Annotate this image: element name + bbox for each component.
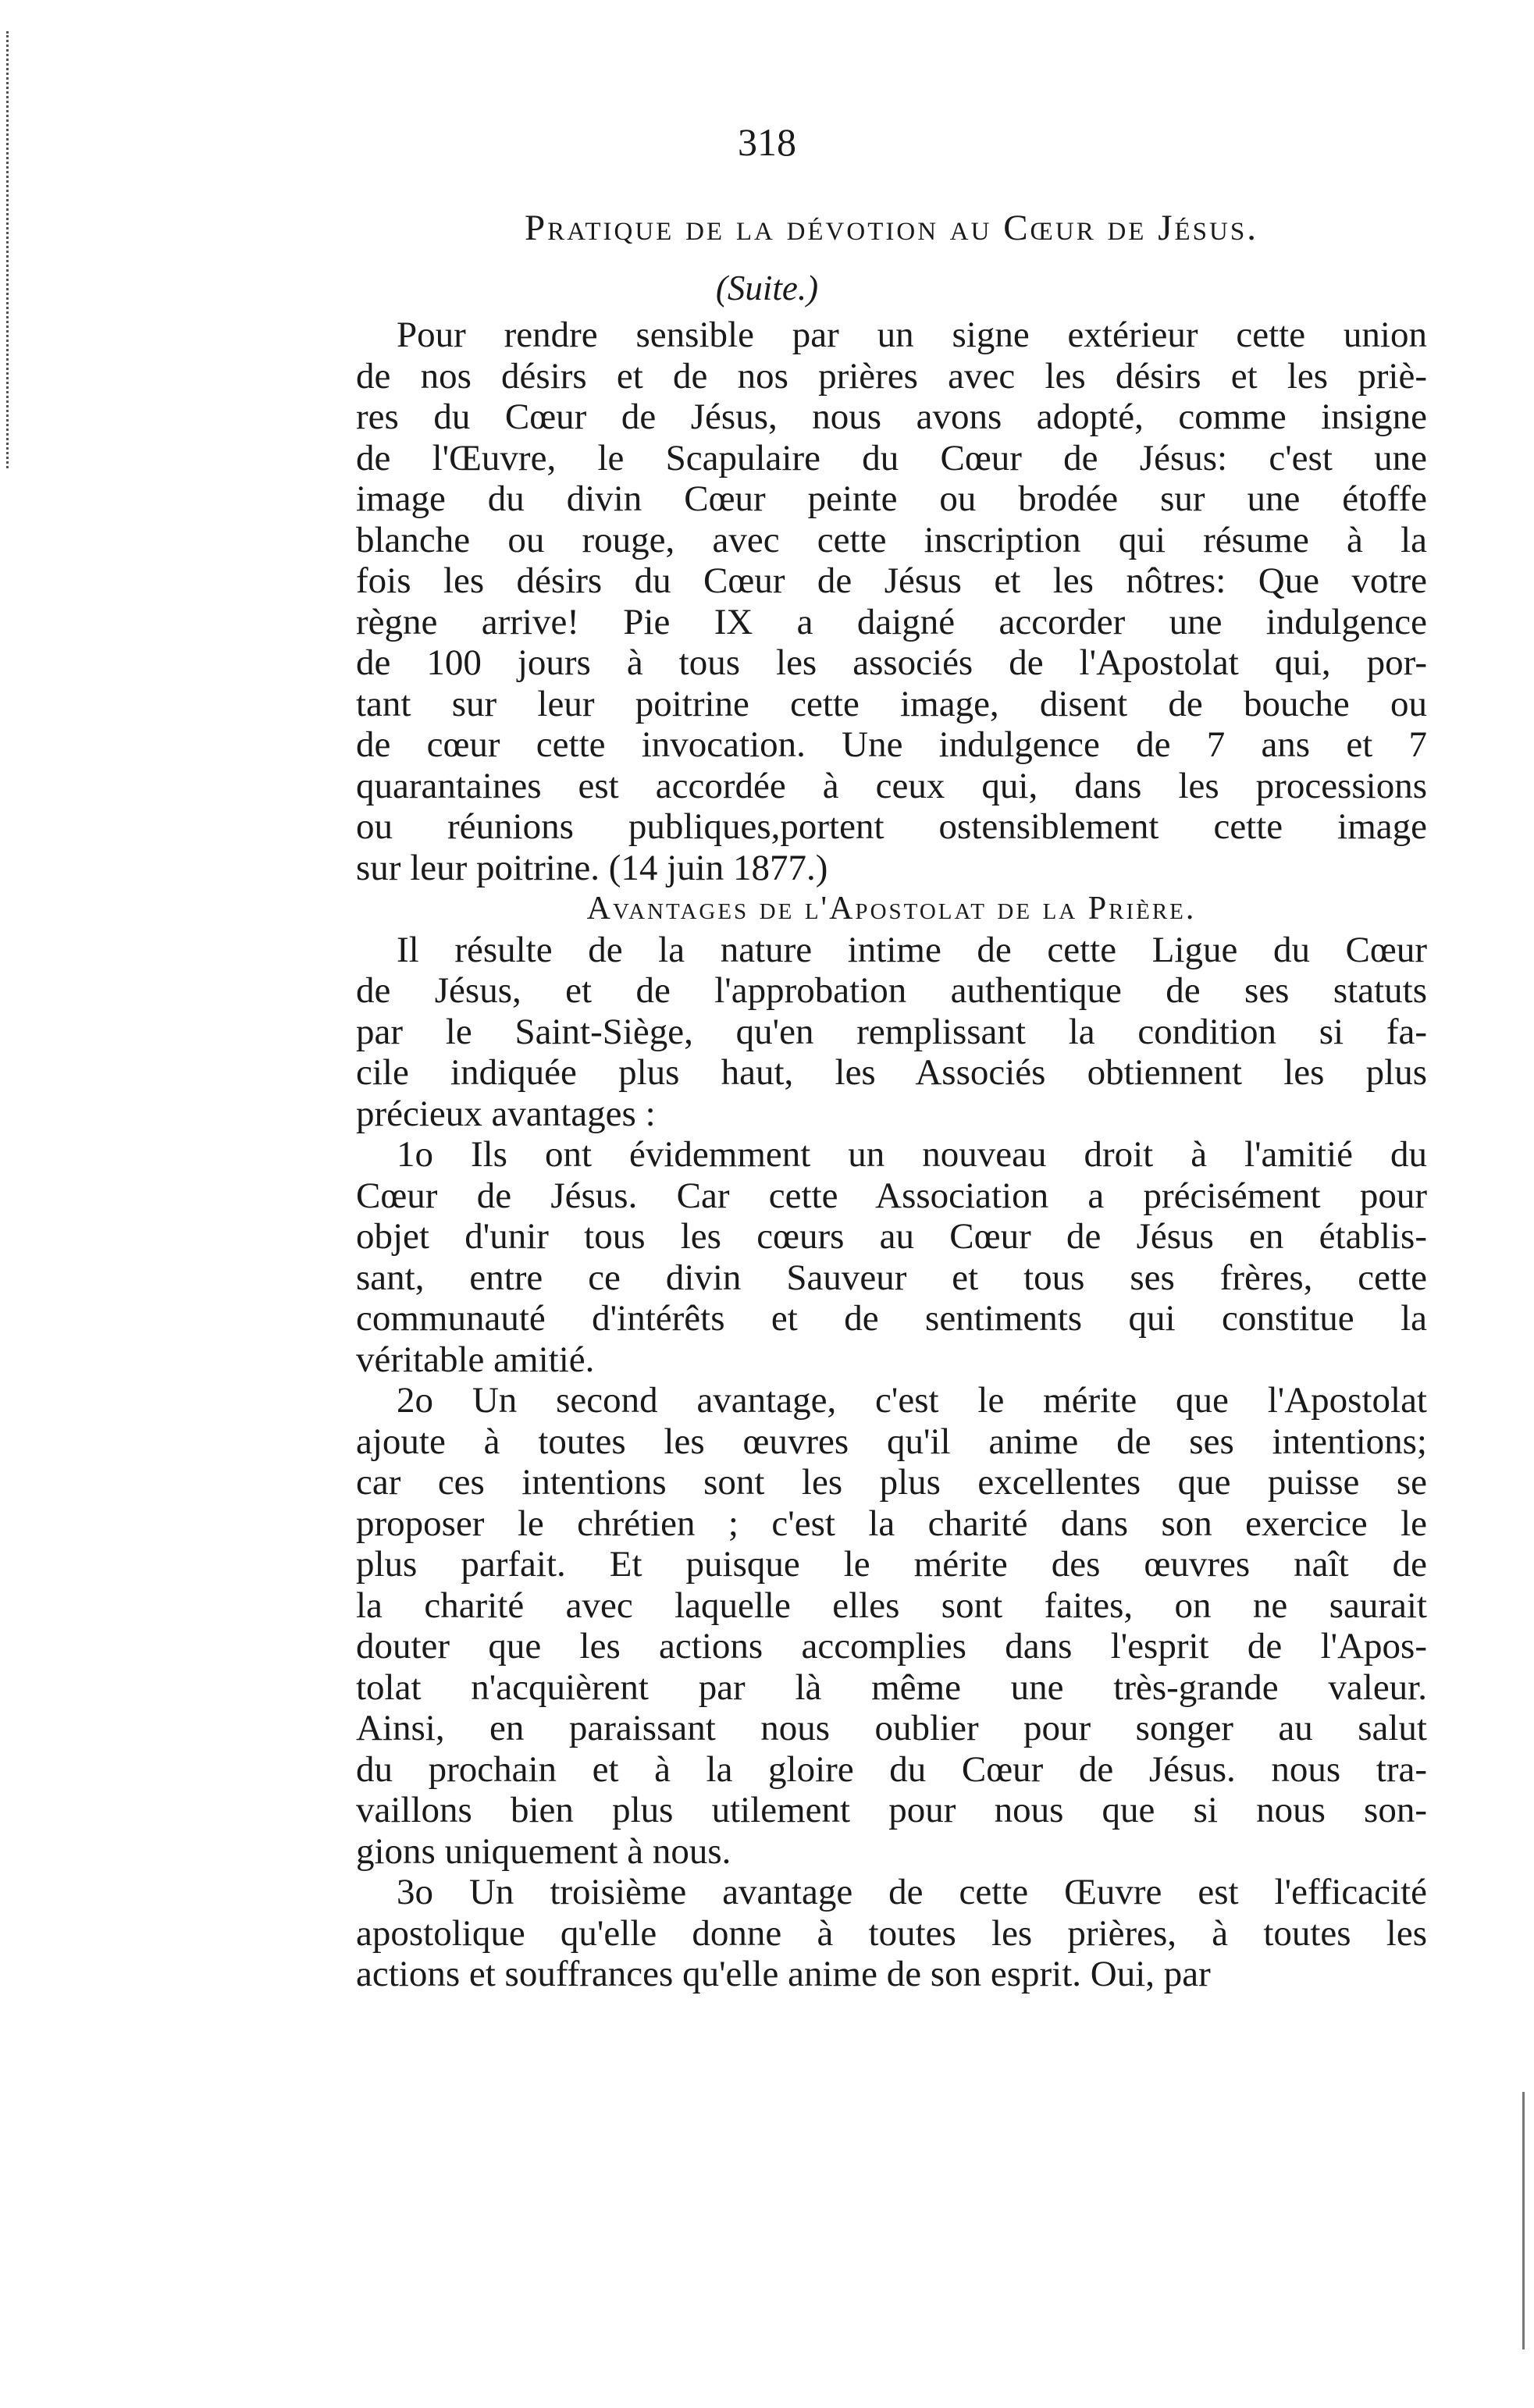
- text-line: de l'Œuvre, le Scapulaire du Cœur de Jésus: c'est une: [356, 437, 1427, 478]
- text-line: fois les désirs du Cœur de Jésus et les nôtres: Que votre: [356, 560, 1427, 601]
- text-line: Pour rendre sensible par un signe extérieur cette union: [397, 315, 1427, 355]
- text-line: cile indiquée plus haut, les Associés obtiennent les plus: [356, 1052, 1427, 1093]
- text-line: sant, entre ce divin Sauveur et tous ses frères, cette: [356, 1257, 1427, 1298]
- text-line: Ainsi, en paraissant nous oublier pour songer au salut: [356, 1708, 1427, 1748]
- scan-edge-mark: [6, 31, 11, 468]
- text-line: 1o Ils ont évidemment un nouveau droit à l'amitié du: [397, 1134, 1427, 1175]
- text-line: car ces intentions sont les plus excellentes que puisse se: [356, 1462, 1427, 1503]
- page-title: Pratique de la dévotion au Cœur de Jésus.: [525, 208, 1258, 248]
- text-line: apostolique qu'elle donne à toutes les prières, à toutes les: [356, 1912, 1427, 1954]
- paragraph: [356, 930, 1427, 1135]
- paragraph: [356, 1380, 1427, 1872]
- text-line: 2o Un second avantage, c'est le mérite que l'Apostolat: [397, 1380, 1427, 1421]
- paragraph: [356, 1134, 1427, 1380]
- text-line: tant sur leur poitrine cette image, disent de bouche ou: [356, 683, 1427, 724]
- text-line: Il résulte de la nature intime de cette Ligue du Cœur: [397, 929, 1427, 970]
- scan-edge-mark: [1522, 2092, 1525, 2349]
- text-line: précieux avantages :: [356, 1093, 656, 1134]
- text-line: par le Saint-Siège, qu'en remplissant la condition si fa-: [356, 1011, 1427, 1052]
- page-subtitle: (Suite.): [715, 269, 819, 308]
- text-line: tolat n'acquièrent par là même une très-grande valeur.: [356, 1666, 1427, 1708]
- text-line: proposer le chrétien ; c'est la charité dans son exercice le: [356, 1503, 1427, 1544]
- text-line: la charité avec laquelle elles sont faites, on ne saurait: [356, 1585, 1427, 1626]
- text-line: véritable amitié.: [356, 1339, 595, 1380]
- text-line: vaillons bien plus utilement pour nous que si nous son-: [356, 1790, 1427, 1830]
- text-line: ou réunions publiques,portent ostensiblement cette image: [356, 806, 1427, 847]
- paragraph: [356, 1872, 1427, 1995]
- text-line: sur leur poitrine. (14 juin 1877.): [356, 847, 828, 888]
- paragraph: [356, 315, 1427, 888]
- text-line: actions et souffrances qu'elle anime de son esprit. Oui, par: [356, 1954, 1211, 1994]
- text-line: quarantaines est accordée à ceux qui, dans les processions: [356, 765, 1427, 806]
- section-heading: [356, 888, 1427, 930]
- text-line: de cœur cette invocation. Une indulgence de 7 ans et 7: [356, 724, 1427, 765]
- text-line: plus parfait. Et puisque le mérite des œuvres naît de: [356, 1544, 1427, 1585]
- text-line: objet d'unir tous les cœurs au Cœur de Jésus en établis-: [356, 1216, 1427, 1257]
- text-line: 3o Un troisième avantage de cette Œuvre est l'efficacité: [397, 1872, 1427, 1912]
- page-number: 318: [738, 120, 796, 164]
- text-line: de 100 jours à tous les associés de l'Apostolat qui, por-: [356, 642, 1427, 683]
- section-heading-text: Avantages de l'Apostolat de la Prière.: [586, 891, 1197, 927]
- text-line: gions uniquement à nous.: [356, 1830, 731, 1872]
- text-line: blanche ou rouge, avec cette inscription qui résume à la: [356, 519, 1427, 560]
- text-column: [356, 315, 1427, 1995]
- text-line: du prochain et à la gloire du Cœur de Jésus. nous tra-: [356, 1748, 1427, 1790]
- text-line: douter que les actions accomplies dans l'esprit de l'Apos-: [356, 1626, 1427, 1666]
- text-line: communauté d'intérêts et de sentiments qui constitue la: [356, 1298, 1427, 1339]
- text-line: règne arrive! Pie IX a daigné accorder une indulgence: [356, 601, 1427, 642]
- text-line: image du divin Cœur peinte ou brodée sur une étoffe: [356, 478, 1427, 519]
- text-line: de nos désirs et de nos prières avec les désirs et les priè-: [356, 355, 1427, 397]
- text-line: ajoute à toutes les œuvres qu'il anime de ses intentions;: [356, 1421, 1427, 1462]
- text-line: res du Cœur de Jésus, nous avons adopté, comme insigne: [356, 397, 1427, 437]
- text-line: Cœur de Jésus. Car cette Association a précisément pour: [356, 1175, 1427, 1216]
- text-line: de Jésus, et de l'approbation authentique de ses statuts: [356, 970, 1427, 1011]
